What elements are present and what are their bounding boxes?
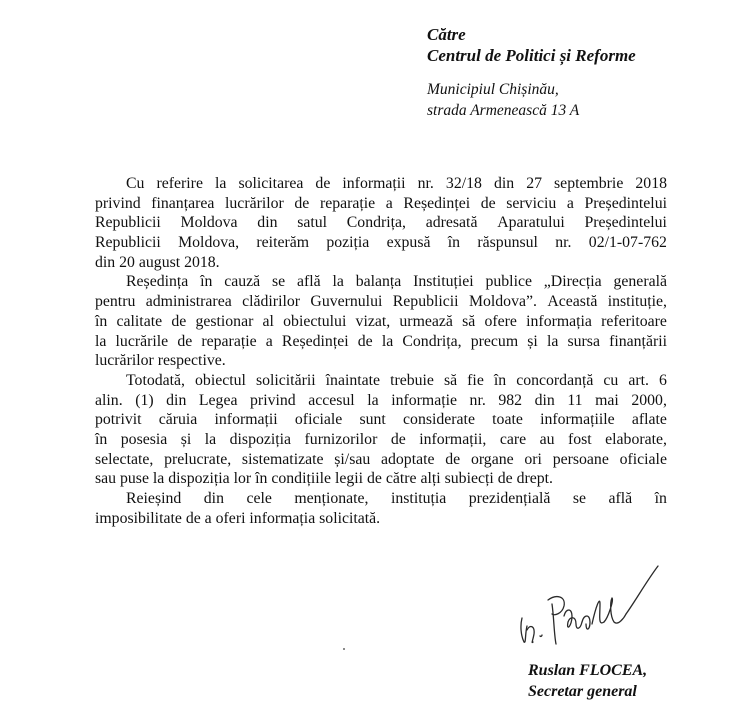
paragraph-line: potrivit căruia informații oficiale sunt considerate toate informațiile aflate xyxy=(95,411,667,429)
stray-mark xyxy=(343,648,345,650)
recipient-city: Municipiul Chișinău, xyxy=(427,81,559,98)
paragraph-line: lucrărilor respective. xyxy=(95,352,226,370)
paragraph-line: Reședința în cauză se află la balanța Instituției publice „Direcția generală xyxy=(126,273,667,291)
signer-position: Secretar general xyxy=(528,683,637,700)
paragraph-line: Republicii Moldova, reiterăm poziția expusă în răspunsul nr. 02/1-07-762 xyxy=(95,234,667,252)
paragraph-line: Republicii Moldova din satul Condrița, adresată Aparatului Președintelui xyxy=(95,214,667,232)
paragraph-line: Cu referire la solicitarea de informații nr. 32/18 din 27 septembrie 2018 xyxy=(126,175,667,192)
paragraph-2 xyxy=(95,272,667,370)
signer-name: Ruslan FLOCEA, xyxy=(528,662,648,679)
paragraph-line: selectate, prelucrate, sistematizate și/sau adoptate de organe ori persoane oficiale xyxy=(95,450,667,468)
paragraph-4 xyxy=(95,489,667,528)
paragraph-line: sau puse la dispoziția lor în condițiile legii de către alți subiecți de drept. xyxy=(95,470,553,488)
paragraph-line: Totodată, obiectul solicitării înaintate trebuie să fie în concordanță cu art. 6 xyxy=(126,371,667,389)
paragraph-3 xyxy=(95,371,667,489)
paragraph-line: alin. (1) din Legea privind accesul la informație nr. 982 din 11 mai 2000, xyxy=(95,391,667,409)
letter-body xyxy=(95,174,667,528)
recipient-salutation: Către xyxy=(427,25,466,44)
paragraph-line: la lucrările de reparație a Reședinței de la Condrița, precum și la sursa finanțării xyxy=(95,332,667,350)
paragraph-line: din 20 august 2018. xyxy=(95,253,220,271)
paragraph-line: pentru administrarea clădirilor Guvernului Republicii Moldova”. Această instituție, xyxy=(95,293,667,311)
recipient-organization: Centrul de Politici și Reforme xyxy=(427,46,636,65)
recipient-street: strada Armenească 13 A xyxy=(427,102,580,119)
paragraph-1 xyxy=(95,174,667,272)
paragraph-line: Reieșind din cele menționate, instituția prezidențială se află în xyxy=(126,490,667,507)
paragraph-line: în calitate de gestionar al obiectului vizat, urmează să ofere informația referitoare xyxy=(95,312,667,330)
paragraph-line: imposibilitate de a oferi informația solicitată. xyxy=(95,509,381,527)
paragraph-line: în posesia și la dispoziția furnizorilor de informații, care au fost elaborate, xyxy=(95,430,667,448)
handwritten-signature xyxy=(500,560,680,655)
paragraph-line: privind finanțarea lucrărilor de reparație a Reședinței de serviciu a Președintelui xyxy=(95,194,667,212)
